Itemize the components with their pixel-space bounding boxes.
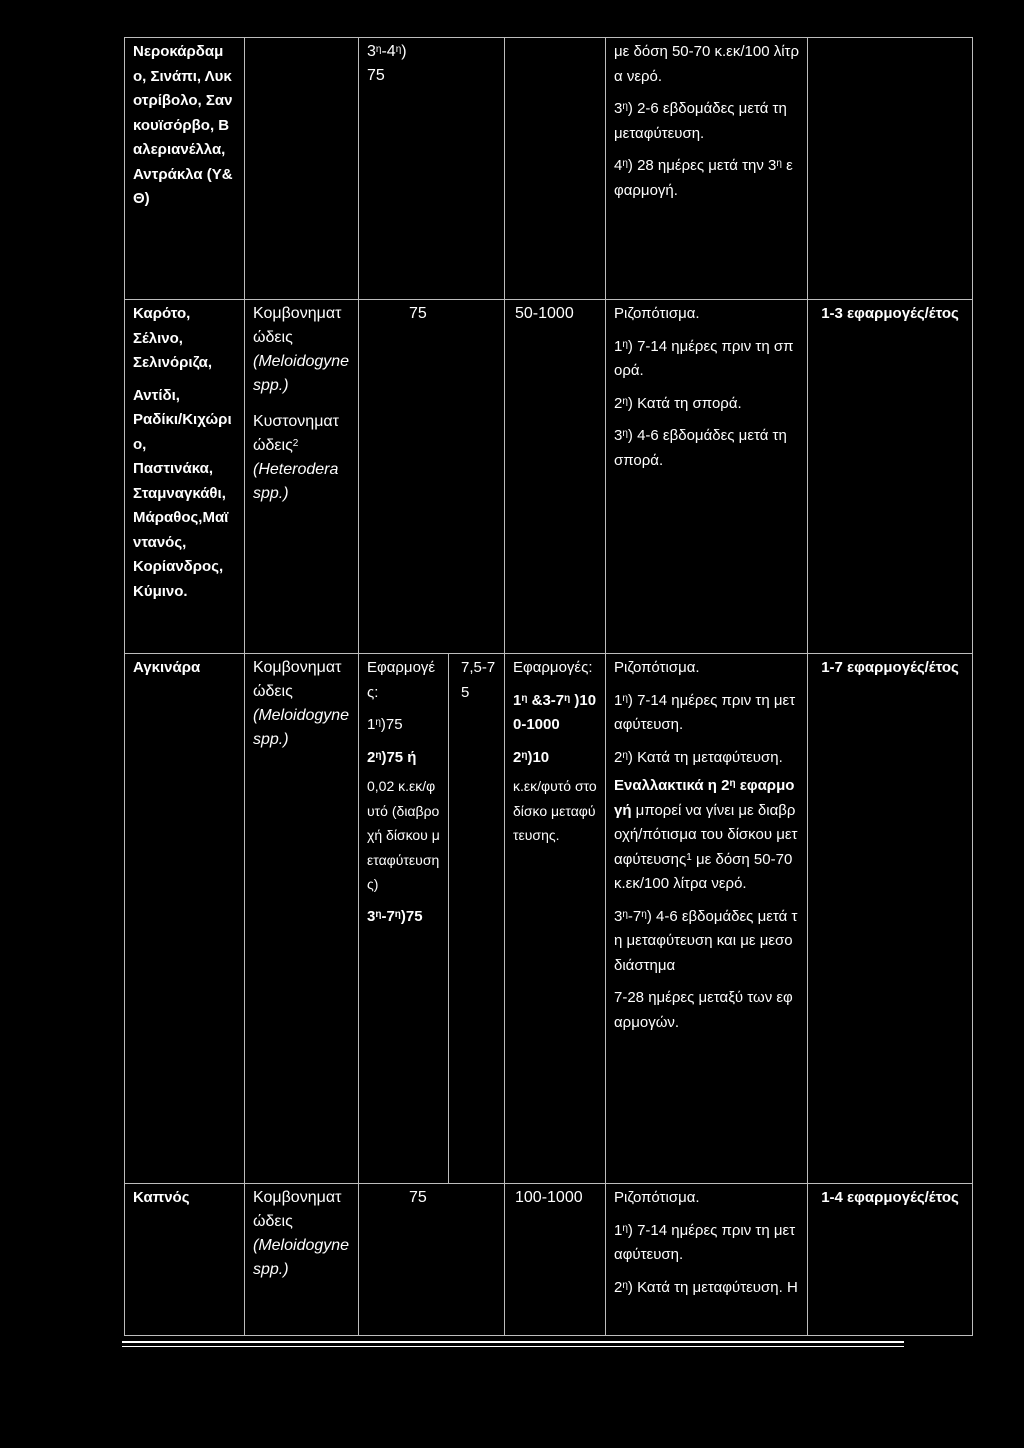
method-line: $3^\eta$) 2-6 εβδομάδες μετά τη μεταφύτευση. <box>614 100 787 142</box>
volume-label: Εφαρμογές: <box>513 659 593 676</box>
dose-value: 75 <box>409 305 427 322</box>
dose-line: $3^\eta-7^\eta)75$ <box>367 907 423 925</box>
pest-scientific-name: (Heterodera spp.) <box>253 461 339 502</box>
pest-name: Κυστονηματώδεις$^2$ <box>253 413 339 454</box>
dose-value: 75 <box>367 67 385 84</box>
dose-value: 75 <box>409 1189 427 1206</box>
pest-scientific-name: (Meloidogyne spp.) <box>253 1237 350 1278</box>
dose-cell <box>359 38 505 300</box>
dose-line: 0,02 κ.εκ/φυτό (διαβροχή δίσκου μεταφύτευσης) <box>367 778 440 892</box>
pest-cell <box>245 300 359 654</box>
frequency-cell <box>808 1184 973 1336</box>
method-line: Εναλλακτικά η $2^\eta$ εφαρμογή μπορεί να γίνει με διαβροχή/πότισμα του δίσκου μεταφύτευσης$^1$ με δόση 50-70 κ.εκ/100 λίτρα νερό. <box>614 777 798 892</box>
footer-rule <box>122 1341 904 1343</box>
method-cell <box>606 654 808 1184</box>
method-line: με δόση 50-70 κ.εκ/100 λίτρα νερό. <box>614 43 799 85</box>
crop-name: Καπνός <box>133 1189 190 1206</box>
volume-value: 50-1000 <box>515 305 574 322</box>
dose-cell <box>359 300 505 654</box>
crop-cell <box>125 654 245 1184</box>
table-row <box>125 1184 973 1336</box>
frequency-cell <box>808 38 973 300</box>
method-line: $2^\eta$) Κατά τη σπορά. <box>614 394 742 412</box>
method-line: $1^\eta$) 7-14 ημέρες πριν τη μεταφύτευση. <box>614 691 796 733</box>
method-line: $3^\eta$) 4-6 εβδομάδες μετά τη σπορά. <box>614 427 787 469</box>
method-cell <box>606 38 808 300</box>
crop-name: Κορίανδρος, <box>133 558 224 575</box>
frequency-cell <box>808 300 973 654</box>
method-line: $2^\eta$) Κατά τη μεταφύτευση. <box>614 748 783 766</box>
dose-label: Εφαρμογές: <box>367 659 436 701</box>
method-line: $3^\eta-7^\eta$) 4-6 εβδομάδες μετά τη μεταφύτευση και με μεσοδιάστημα <box>614 907 798 974</box>
frequency-value: 1-7 εφαρμογές/έτος <box>821 659 959 676</box>
table-row <box>125 654 973 1184</box>
pesticide-usage-table <box>124 37 973 1336</box>
volume-value: 100-1000 <box>515 1189 583 1206</box>
crop-name: Σταμναγκάθι, <box>133 484 226 502</box>
method-line: $2^\eta$) Κατά τη μεταφύτευση. Η <box>614 1278 798 1296</box>
frequency-value: 1-4 εφαρμογές/έτος <box>821 1189 959 1206</box>
pest-name: Κομβονηματώδεις <box>253 659 342 700</box>
pest-scientific-name: (Meloidogyne spp.) <box>253 353 350 394</box>
volume-line: κ.εκ/φυτό στο δίσκο μεταφύτευσης. <box>513 778 597 843</box>
volume-cell <box>505 300 606 654</box>
footer-rule <box>122 1346 904 1347</box>
method-cell <box>606 300 808 654</box>
frequency-cell <box>808 654 973 1184</box>
method-cell <box>606 1184 808 1336</box>
pest-scientific-name: (Meloidogyne spp.) <box>253 707 350 748</box>
crop-name: Κύμινο. <box>133 582 188 600</box>
crop-name: Αγκινάρα <box>133 659 201 676</box>
frequency-value: 1-3 εφαρμογές/έτος <box>821 305 959 322</box>
volume-line: $1^\eta$ $\&3-7^\eta$ )100-1000 <box>513 691 597 733</box>
dose-line: $2^\eta)75$ ή <box>367 748 417 766</box>
pest-cell <box>245 654 359 1184</box>
rate-cell <box>449 654 505 1184</box>
method-line: $1^\eta$) 7-14 ημέρες πριν τη σπορά. <box>614 337 794 379</box>
method-line: $1^\eta$) 7-14 ημέρες πριν τη μεταφύτευση. <box>614 1221 796 1263</box>
method-line: Ριζοπότισμα. <box>614 305 700 322</box>
pest-name: Κομβονηματώδεις <box>253 1189 342 1230</box>
table-row <box>125 38 973 300</box>
method-line: $4^\eta$) 28 ημέρες μετά την $3^\eta$ εφαρμογή. <box>614 157 793 199</box>
crop-name: Σέλινο, <box>133 329 183 347</box>
pest-name: Κομβονηματώδεις <box>253 305 342 346</box>
pest-cell <box>245 1184 359 1336</box>
volume-cell <box>505 38 606 300</box>
dose-cell <box>359 654 449 1184</box>
crop-cell <box>125 300 245 654</box>
table-row <box>125 300 973 654</box>
volume-cell <box>505 1184 606 1336</box>
crop-name: Αντίδι, <box>133 386 180 404</box>
crop-name: Μάραθος,Μαϊντανός, <box>133 509 229 551</box>
crop-cell <box>125 1184 245 1336</box>
crop-name: Νεροκάρδαμο, Σινάπι, Λυκοτρίβολο, Σανκουϊσόρβο, Βαλεριανέλλα, Αντράκλα (Υ&Θ) <box>133 43 233 207</box>
method-line: Ριζοπότισμα. <box>614 659 700 676</box>
method-line: Ριζοπότισμα. <box>614 1189 700 1206</box>
crop-name: Παστινάκα, <box>133 460 213 477</box>
dose-cell <box>359 1184 505 1336</box>
crop-cell <box>125 38 245 300</box>
dose-line: $1^\eta)75$ <box>367 716 403 733</box>
volume-line: $2^\eta)10$ <box>513 748 550 766</box>
crop-name: Σελινόριζα, <box>133 354 213 371</box>
crop-name: Ραδίκι/Κιχώριο, <box>133 411 232 453</box>
volume-cell <box>505 654 606 1184</box>
pest-cell <box>245 38 359 300</box>
rate-value: 7,5-75 <box>461 659 496 701</box>
crop-name: Καρότο, <box>133 305 191 322</box>
method-line: 7-28 ημέρες μεταξύ των εφαρμογών. <box>614 989 793 1031</box>
dose-range: $3^\eta-4^\eta$) <box>367 43 407 60</box>
